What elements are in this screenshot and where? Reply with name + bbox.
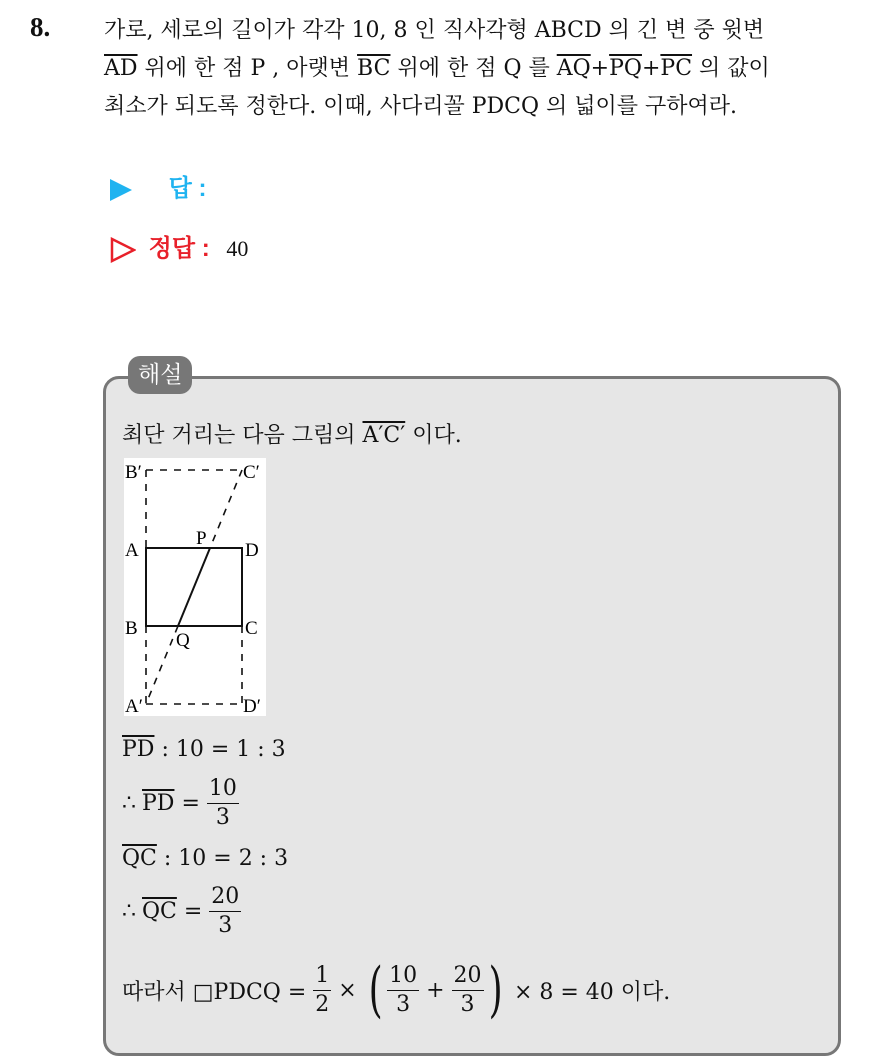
fraction-twenty-thirds (452, 962, 484, 1019)
ratio-text: : 10 = 1 : 3 (154, 737, 286, 762)
problem-line-1: 가로, 세로의 길이가 각각 10, 8 인 직사각형 ABCD 의 긴 변 중 윗변 (104, 18, 765, 43)
solution-tag: 해설 (128, 356, 192, 394)
plus-sign: + (590, 56, 610, 81)
equals-sign: = (176, 898, 210, 924)
correct-answer-value: 40 (226, 236, 249, 261)
segment-pd: $\overline{PD}$ (122, 737, 155, 762)
label-c-prime: C′ (243, 462, 260, 483)
label-q: Q (176, 630, 190, 651)
geometry-figure (124, 458, 266, 716)
therefore-symbol: ∴ (122, 898, 136, 924)
fraction-half (313, 962, 331, 1019)
answer-label: 답 : (168, 175, 207, 202)
label-a: A (125, 540, 139, 561)
label-b-prime: B′ (125, 462, 142, 483)
right-paren: ) (488, 955, 503, 1025)
label-d: D (245, 540, 259, 561)
fraction-numerator: 20 (209, 883, 241, 912)
segment-pc: $\overline{PC}$ (660, 56, 693, 81)
label-c: C (245, 618, 258, 639)
fraction-ten-thirds (387, 962, 419, 1019)
problem-line-3: 최소가 되도록 정한다. 이때, 사다리꼴 PDCQ 의 넓이를 구하여라. (104, 94, 738, 119)
fraction-numerator: 1 (313, 962, 331, 991)
fraction-denominator: 3 (215, 804, 230, 830)
question-number: 8. (30, 12, 51, 42)
segment-aq: $\overline{AQ}$ (556, 56, 591, 81)
fraction-denominator: 3 (218, 912, 233, 938)
equation-final (122, 953, 670, 1027)
segment-bc: $\overline{BC}$ (357, 56, 391, 81)
final-text-end: × 8 = 40 이다. (506, 979, 671, 1005)
times-sign: × (331, 977, 364, 1003)
segment-pq: $\overline{PQ}$ (609, 56, 642, 81)
segment-pd: $\overline{PD}$ (142, 790, 175, 816)
problem-text: 위에 한 점 Q 를 (390, 56, 557, 81)
equation-1 (122, 737, 286, 762)
plus-sign: + (641, 56, 661, 81)
segment-ad: $\overline{AD}$ (104, 56, 138, 81)
fraction-denominator: 2 (315, 991, 330, 1017)
solution-intro (122, 418, 462, 449)
fraction-numerator: 20 (452, 962, 484, 991)
correct-answer-label: 정답 : (148, 235, 210, 262)
fraction-denominator: 3 (460, 991, 475, 1017)
intro-text-end: 이다. (405, 423, 462, 448)
equation-4 (122, 879, 241, 943)
equals-sign: = (174, 790, 207, 816)
dashed-diagonal-top (210, 470, 242, 548)
problem-text: 의 값이 (692, 56, 770, 81)
segment-pq-line (178, 548, 210, 626)
correct-answer-row (110, 228, 248, 263)
segment-a-prime-c-prime: A′C′ (362, 423, 406, 448)
outline-triangle-icon (110, 237, 136, 263)
play-triangle-icon (110, 179, 132, 201)
fraction (207, 775, 239, 832)
ratio-text: : 10 = 2 : 3 (156, 846, 289, 871)
label-p: P (196, 528, 207, 549)
dashed-diagonal-bottom (146, 626, 178, 704)
equation-3 (122, 846, 288, 871)
fraction-numerator: 10 (207, 775, 239, 804)
label-d-prime: D′ (243, 696, 261, 716)
intro-text: 최단 거리는 다음 그림의 (122, 423, 363, 448)
fraction-denominator: 3 (396, 991, 411, 1017)
left-paren: ( (368, 955, 383, 1025)
answer-row (110, 168, 207, 203)
segment-qc: $\overline{QC}$ (142, 898, 177, 924)
equation-2 (122, 771, 239, 835)
therefore-symbol: ∴ (122, 790, 136, 816)
fraction-numerator: 10 (387, 962, 419, 991)
label-a-prime: A′ (125, 696, 143, 716)
fraction (209, 883, 241, 940)
plus-sign: + (419, 977, 452, 1003)
label-b: B (125, 618, 138, 639)
problem-text: 위에 한 점 P , 아랫변 (137, 56, 358, 81)
final-text: 따라서 □PDCQ = (122, 979, 314, 1005)
segment-qc: $\overline{QC}$ (122, 846, 157, 871)
problem-line-2 (104, 50, 770, 88)
